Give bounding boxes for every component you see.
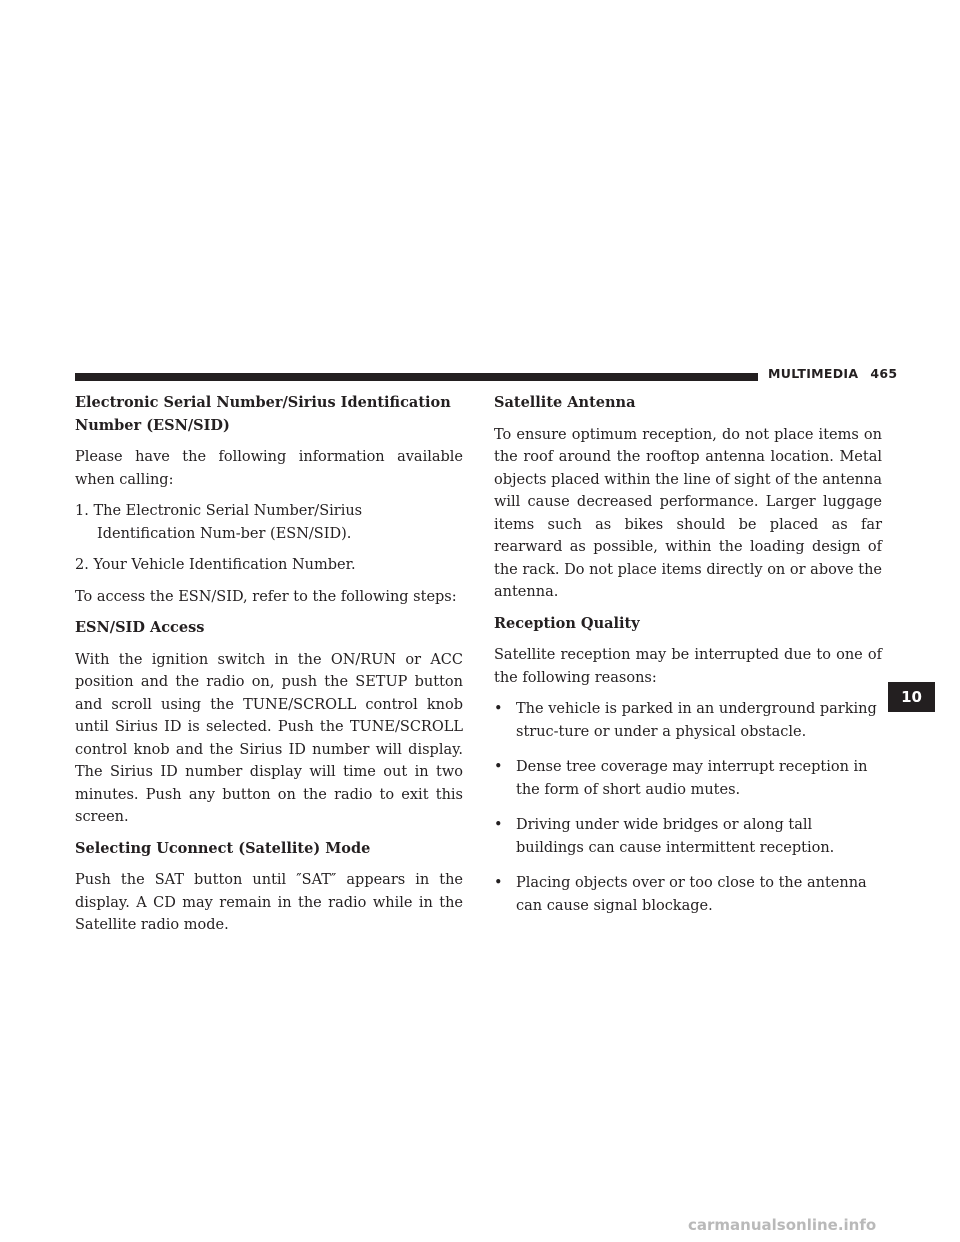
bullet-item <box>494 814 882 859</box>
esn-heading: Electronic Serial Number/Sirius Identification Number (ESN/SID) <box>75 394 451 434</box>
page-number: 465 <box>870 366 898 381</box>
bullet-text: Dense tree coverage may interrupt reception in the form of short audio mutes. <box>516 759 868 798</box>
esn-access-intro: To access the ESN/SID, refer to the following steps: <box>75 588 457 605</box>
list-item: 1. The Electronic Serial Number/Sirius Identification Num-ber (ESN/SID). <box>75 503 363 542</box>
access-text: With the ignition switch in the ON/RUN or ACC position and the radio on, push the SETUP button and scroll using the TUNE/SCROLL control knob until Sirius ID is selected. Push the TUNE/SCROLL control knob and the Sirius ID number will display. The Sirius ID number display will time out in two minutes. Push any button on the radio to exit this screen. <box>75 651 463 825</box>
bullet-text: The vehicle is parked in an underground parking struc-ture or under a physical obstacle. <box>516 701 877 740</box>
antenna-heading: Satellite Antenna <box>494 394 636 411</box>
esn-intro: Please have the following information available when calling: <box>75 449 463 488</box>
access-heading: ESN/SID Access <box>75 619 205 636</box>
bullet-icon: • <box>494 817 503 833</box>
list-item: 2. Your Vehicle Identification Number. <box>75 557 356 573</box>
bullet-icon: • <box>494 701 503 717</box>
left-column <box>75 392 463 946</box>
header-rule <box>75 373 758 381</box>
running-header <box>768 366 897 381</box>
mode-heading: Selecting Uconnect (Satellite) Mode <box>75 839 371 857</box>
bullet-icon: • <box>494 759 503 775</box>
section-title: MULTIMEDIA <box>768 366 859 381</box>
quality-heading: Reception Quality <box>494 614 640 632</box>
bullet-item <box>494 872 882 917</box>
quality-intro: Satellite reception may be interrupted due to one of the following reasons: <box>494 647 882 686</box>
watermark: carmanualsonline.info <box>688 1216 877 1234</box>
bullet-icon: • <box>494 875 503 891</box>
right-column <box>494 392 882 930</box>
bullet-text: Placing objects over or too close to the antenna can cause signal blockage. <box>516 875 867 914</box>
bullet-text: Driving under wide bridges or along tall buildings can cause intermittent reception. <box>516 817 835 856</box>
antenna-text: To ensure optimum reception, do not place items on the roof around the rooftop antenna location. Metal objects placed within the line of sight of the antenna will cause decreased performance. Larger luggage items such as bikes should be placed as far rearward as possible, within the loading design of the rack. Do not place items directly on or above the antenna. <box>494 426 882 600</box>
mode-text: Push the SAT button until ″SAT″ appears in the display. A CD may remain in the radio while in the Satellite radio mode. <box>75 872 463 933</box>
bullet-item <box>494 756 882 801</box>
bullet-item <box>494 698 882 743</box>
chapter-tab: 10 <box>888 682 935 712</box>
